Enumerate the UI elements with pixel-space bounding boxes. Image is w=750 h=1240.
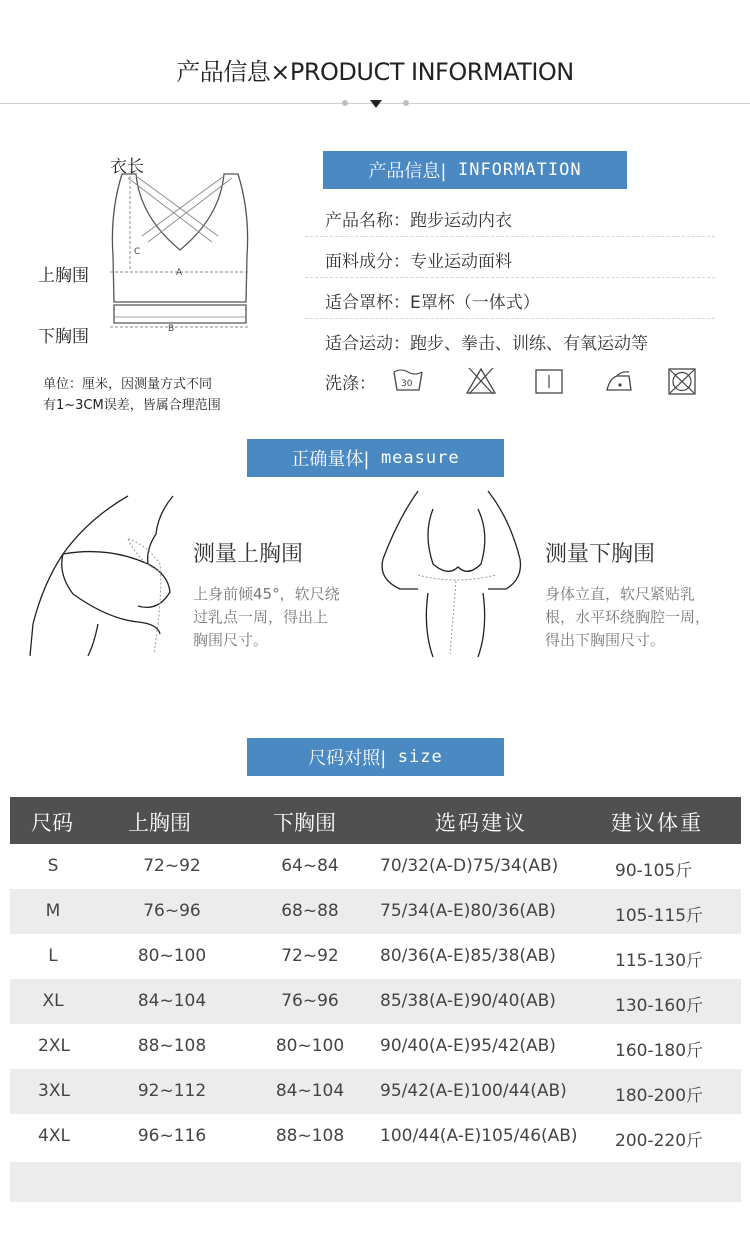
info-sport: 适合运动：跑步、拳击、训练、有氧运动等	[325, 334, 648, 354]
size-table-header	[10, 797, 741, 844]
info-product-name: 产品名称：跑步运动内衣	[325, 211, 512, 231]
cell-recommendation: 100/44(A-E)105/46(AB)	[380, 1126, 578, 1146]
upper-bust-desc-line: 过乳点一周，得出上	[193, 608, 329, 626]
cell-under-bust: 64~84	[281, 856, 339, 876]
cell-upper-bust: 76~96	[143, 901, 201, 921]
label-under-bust: 下胸围	[38, 327, 89, 347]
info-banner	[323, 151, 627, 189]
table-row	[10, 934, 741, 979]
upper-bust-measure-illustration	[28, 494, 178, 659]
cell-upper-bust: 88~108	[137, 1036, 207, 1056]
cell-weight: 90-105斤	[615, 861, 693, 881]
no-bleach-icon	[465, 366, 497, 396]
under-bust-measure-illustration	[378, 489, 528, 659]
cell-upper-bust: 72~92	[143, 856, 201, 876]
upper-bust-desc-line: 胸围尺寸。	[193, 631, 269, 649]
cell-size: 3XL	[38, 1081, 70, 1101]
cell-upper-bust: 96~116	[137, 1126, 207, 1146]
header-upper-bust: 上胸围	[128, 811, 191, 835]
cell-upper-bust: 92~112	[137, 1081, 207, 1101]
cell-upper-bust: 80~100	[137, 946, 207, 966]
unit-note-line2: 有1~3CM误差，皆属合理范围	[43, 398, 221, 413]
divider-dot-right	[403, 100, 409, 106]
info-fabric: 面料成分：专业运动面料	[325, 252, 512, 272]
cell-under-bust: 84~104	[275, 1081, 345, 1101]
cell-weight: 200-220斤	[615, 1131, 704, 1151]
info-wash-label: 洗涤：	[325, 374, 376, 394]
info-separator	[305, 318, 715, 319]
cell-weight: 105-115斤	[615, 906, 704, 926]
wash-temperature: 30	[401, 379, 413, 389]
label-upper-bust: 上胸围	[38, 266, 89, 286]
under-bust-desc-line: 身体立直，软尺紧贴乳	[545, 585, 696, 603]
cell-size: 2XL	[38, 1036, 70, 1056]
wash-30-icon	[392, 366, 424, 396]
info-separator	[305, 277, 715, 278]
letter-c: C	[134, 247, 141, 257]
table-empty-row	[10, 1162, 741, 1202]
cell-size: XL	[42, 991, 64, 1011]
cell-size: M	[45, 901, 61, 921]
cell-recommendation: 85/38(A-E)90/40(AB)	[380, 991, 556, 1011]
cell-under-bust: 68~88	[281, 901, 339, 921]
upper-bust-description	[193, 583, 340, 652]
measure-banner-cn: 正确量体|	[291, 449, 370, 470]
table-row	[10, 1024, 741, 1069]
size-banner	[247, 738, 504, 776]
table-row	[10, 979, 741, 1024]
line-dry-icon	[533, 366, 565, 396]
cell-weight: 130-160斤	[615, 996, 704, 1016]
cell-under-bust: 80~100	[275, 1036, 345, 1056]
measure-banner-en: measure	[380, 448, 460, 468]
info-separator	[305, 236, 715, 237]
cell-under-bust: 76~96	[281, 991, 339, 1011]
cell-recommendation: 75/34(A-E)80/36(AB)	[380, 901, 556, 921]
triangle-down-icon	[370, 100, 382, 108]
info-banner-cn: 产品信息|	[368, 161, 447, 182]
under-bust-desc-line: 得出下胸围尺寸。	[545, 631, 666, 649]
letter-a: A	[176, 268, 183, 278]
sports-bra-diagram	[100, 172, 260, 332]
header-recommendation: 选码建议	[435, 811, 527, 835]
table-row	[10, 1069, 741, 1114]
letter-b: B	[168, 324, 175, 332]
cell-weight: 180-200斤	[615, 1086, 704, 1106]
page-title: 产品信息×PRODUCT INFORMATION	[176, 58, 574, 86]
under-bust-description	[545, 583, 710, 652]
table-row	[10, 844, 741, 889]
divider-dot-left	[342, 100, 348, 106]
label-garment-length: 衣长	[110, 157, 144, 177]
cell-recommendation: 95/42(A-E)100/44(AB)	[380, 1081, 567, 1101]
table-row	[10, 889, 741, 934]
under-bust-desc-line: 根，水平环绕胸腔一周，	[545, 608, 711, 626]
cell-weight: 160-180斤	[615, 1041, 704, 1061]
cell-recommendation: 70/32(A-D)75/34(AB)	[380, 856, 559, 876]
size-banner-cn: 尺码对照|	[308, 748, 387, 769]
info-banner-en: INFORMATION	[457, 160, 582, 180]
header-weight: 建议体重	[611, 811, 703, 835]
cell-under-bust: 88~108	[275, 1126, 345, 1146]
iron-icon	[603, 366, 635, 396]
unit-note-line1: 单位：厘米，因测量方式不同	[43, 377, 213, 392]
cell-recommendation: 80/36(A-E)85/38(AB)	[380, 946, 556, 966]
cell-upper-bust: 84~104	[137, 991, 207, 1011]
upper-bust-title: 测量上胸围	[193, 542, 304, 567]
size-banner-en: size	[397, 747, 443, 767]
cell-weight: 115-130斤	[615, 951, 704, 971]
info-cup: 适合罩杯：E罩杯（一体式）	[325, 293, 540, 313]
upper-bust-desc-line: 上身前倾45°，软尺绕	[193, 585, 340, 603]
cell-size: 4XL	[38, 1126, 70, 1146]
table-row	[10, 1114, 741, 1159]
cell-recommendation: 90/40(A-E)95/42(AB)	[380, 1036, 556, 1056]
under-bust-title: 测量下胸围	[545, 542, 656, 567]
no-tumble-dry-icon	[666, 366, 698, 396]
cell-size: L	[48, 946, 58, 966]
header-size: 尺码	[31, 811, 73, 835]
header-under-bust: 下胸围	[273, 811, 336, 835]
cell-size: S	[47, 856, 59, 876]
cell-under-bust: 72~92	[281, 946, 339, 966]
measure-banner	[247, 439, 504, 477]
